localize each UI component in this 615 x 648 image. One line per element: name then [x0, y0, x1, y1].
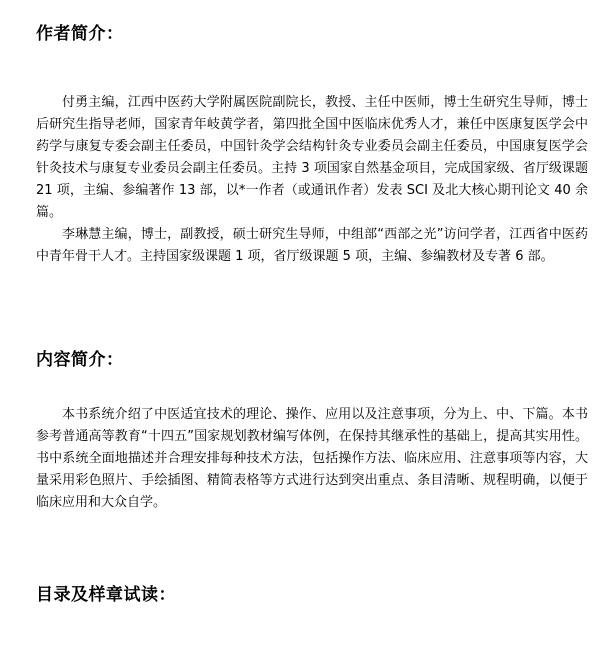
- content-intro-text: [36, 404, 588, 514]
- content-paragraph: 本书系统介绍了中医适宜技术的理论、操作、应用以及注意事项，分为上、中、下篇。本书参考普通高等教育“十四五”国家规划教材编写体例，在保持其继承性的基础上，提高其实用性。书中系统全面地描述并合理安排每种技术方法，包括操作方法、临床应用、注意事项等内容，大量采用彩色照片、手绘插图、精简表格等方式进行达到突出重点、条目清晰、规程明确，以便于临床应用和大众自学。: [36, 407, 588, 510]
- author-intro-text: [36, 92, 588, 268]
- content-intro-heading: 内容简介：: [36, 350, 124, 370]
- author-paragraph-fu-yong: 付勇主编，江西中医药大学附属医院副院长，教授、主任中医师，博士生研究生导师，博士后研究生指导老师，国家青年岐黄学者，第四批全国中医临床优秀人才，兼任中医康复医学会中药学与康复专委会副主任委员，中国针灸学会结构针灸专业委员会副主任委员，中国康复医学会针灸技术与康复专业委员会副主任委员。主持 3 项国家自然基金项目，完成国家级、省厅级课题 21 项，主编、参编著作 13 部，以*一作者（或通讯作者）发表 SCI 及北大核心期刊论文 40 余篇。: [36, 95, 588, 220]
- toc-sample-heading: 目录及样章试读：: [36, 585, 176, 605]
- author-intro-heading: 作者简介：: [36, 24, 124, 44]
- author-paragraph-li-linhui: 李琳慧主编，博士，副教授，硕士研究生导师，中组部“西部之光”访问学者，江西省中医药中青年骨干人才。主持国家级课题 1 项，省厅级课题 5 项，主编、参编教材及专著 6 部。: [36, 227, 588, 264]
